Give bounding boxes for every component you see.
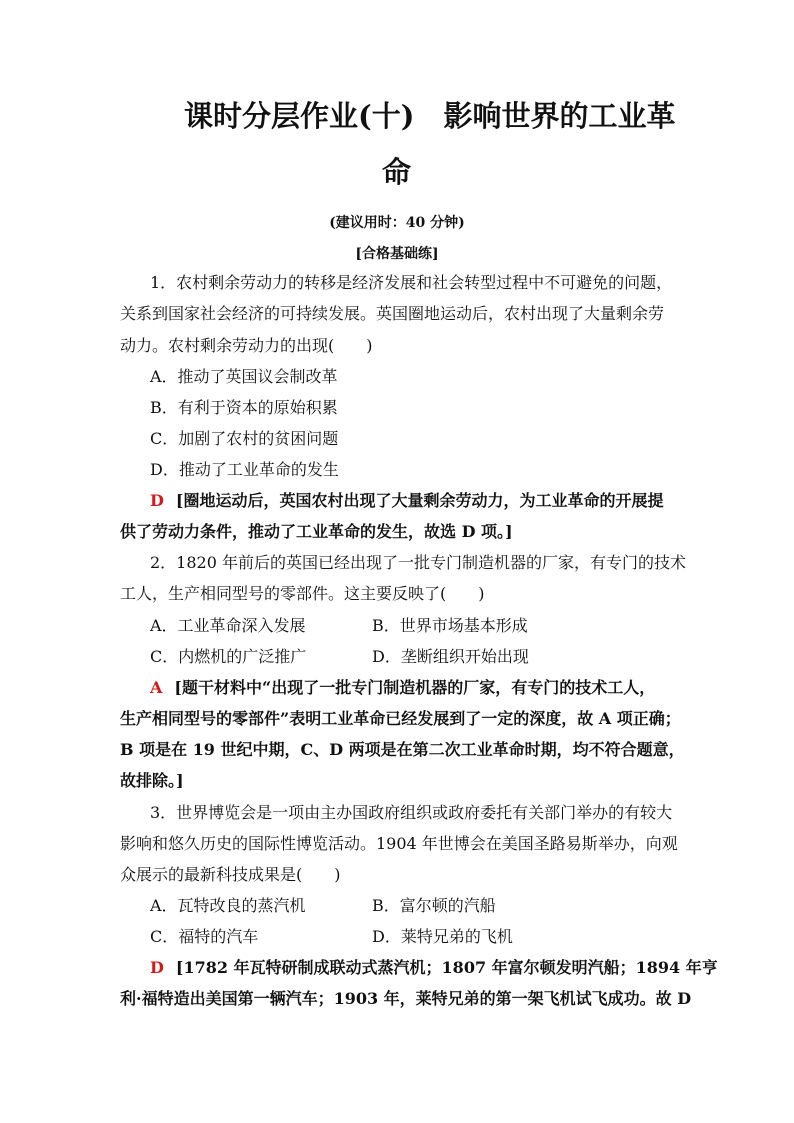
q2-explanation-1: [题干材料中“出现了一批专门制造机器的厂家，有专门的技术工人， — [174, 678, 656, 697]
q3-explanation-2: 利·福特造出美国第一辆汽车；1903 年，莱特兄弟的第一架飞机试飞成功。故 D — [120, 989, 692, 1008]
q1-option-a: A．推动了英国议会制改革 — [150, 367, 338, 386]
q2-explanation-3: B 项是在 19 世纪中期，C、D 两项是在第二次工业革命时期，均不符合题意， — [120, 740, 685, 759]
q1-stem-line-2: 关系到国家社会经济的可持续发展。英国圈地运动后，农村出现了大量剩余劳 — [120, 304, 665, 323]
q3-option-a: A．瓦特改良的蒸汽机 — [150, 896, 306, 915]
q2-option-b: B．世界市场基本形成 — [372, 616, 528, 635]
q1-answer-key: D — [150, 491, 164, 510]
q1-option-d: D．推动了工业革命的发生 — [150, 460, 339, 479]
q2-stem-line-2: 工人，生产相同型号的零部件。这主要反映了( ) — [120, 584, 485, 603]
q2-answer-line-1 — [150, 678, 655, 698]
page-title-line-2: 命 — [382, 155, 412, 189]
q2-option-c: C．内燃机的广泛推广 — [150, 647, 307, 666]
q3-stem-line-2: 影响和悠久历史的国际性博览活动。1904 年世博会在美国圣路易斯举办，向观 — [120, 834, 678, 853]
q1-option-c: C．加剧了农村的贫困问题 — [150, 429, 339, 448]
q3-option-d: D．莱特兄弟的飞机 — [372, 927, 513, 946]
q2-answer-key: A — [150, 678, 163, 697]
q3-explanation-1: [1782 年瓦特研制成联动式蒸汽机；1807 年富尔顿发明汽船；1894 年亨 — [175, 958, 718, 977]
q1-answer-line-1 — [150, 491, 663, 511]
q2-explanation-4: 故排除。] — [120, 771, 184, 790]
q1-explanation-2: 供了劳动力条件，推动了工业革命的发生，故选 D 项。] — [120, 522, 513, 541]
q3-answer-line-1 — [150, 958, 718, 978]
q1-stem-line-3: 动力。农村剩余劳动力的出现( ) — [120, 336, 373, 355]
time-note: (建议用时：40 分钟) — [329, 215, 465, 231]
q1-stem-line-1: 1．农村剩余劳动力的转移是经济发展和社会转型过程中不可避免的问题， — [150, 273, 673, 292]
section-heading: [合格基础练] — [355, 246, 439, 262]
q3-option-c: C．福特的汽车 — [150, 927, 259, 946]
q3-stem-line-1: 3．世界博览会是一项由主办国政府组织或政府委托有关部门举办的有较大 — [150, 803, 673, 822]
q2-explanation-2: 生产相同型号的零部件”表明工业革命已经发展到了一定的深度，故 A 项正确； — [120, 709, 681, 728]
q2-stem-line-1: 2．1820 年前后的英国已经出现了一批专门制造机器的厂家，有专门的技术 — [150, 553, 686, 572]
q1-option-b: B．有利于资本的原始积累 — [150, 398, 338, 417]
q2-option-a: A．工业革命深入发展 — [150, 616, 306, 635]
q1-explanation-1: [圈地运动后，英国农村出现了大量剩余劳动力，为工业革命的开展提 — [175, 491, 664, 510]
q3-answer-key: D — [150, 958, 164, 977]
q2-option-d: D．垄断组织开始出现 — [372, 647, 529, 666]
q3-stem-line-3: 众展示的最新科技成果是( ) — [120, 865, 341, 884]
q3-option-b: B．富尔顿的汽船 — [372, 896, 496, 915]
page-title-line-1: 课时分层作业(十) 影响世界的工业革 — [184, 99, 676, 133]
